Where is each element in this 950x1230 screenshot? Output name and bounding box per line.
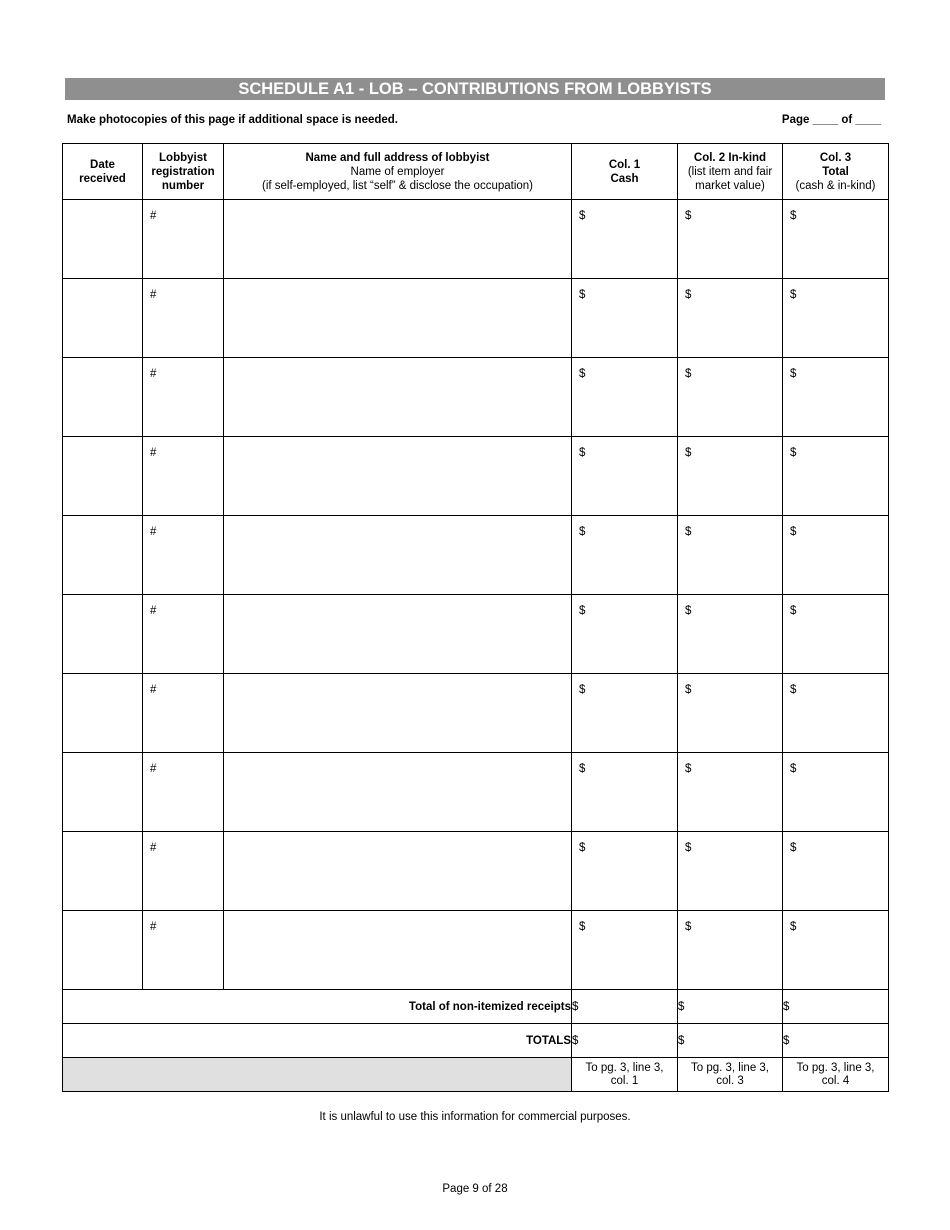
table-row (63, 911, 889, 990)
table-header-row (63, 144, 889, 200)
lobbyist-name-cell[interactable] (224, 358, 572, 437)
total-cell[interactable]: $ (783, 200, 889, 279)
registration-cell[interactable]: # (143, 832, 224, 911)
lobbyist-name-cell[interactable] (224, 516, 572, 595)
table-row (63, 279, 889, 358)
col-header-inkind: Col. 2 In-kind (list item and fair market value) (678, 144, 783, 200)
totals-cash-cell[interactable]: $ (572, 1024, 678, 1058)
total-cell[interactable]: $ (783, 832, 889, 911)
non-itemized-inkind-cell[interactable]: $ (678, 990, 783, 1024)
non-itemized-row (63, 990, 889, 1024)
total-cell[interactable]: $ (783, 358, 889, 437)
total-cell[interactable]: $ (783, 595, 889, 674)
cash-cell[interactable]: $ (572, 358, 678, 437)
cash-cell[interactable]: $ (572, 279, 678, 358)
inkind-cell[interactable]: $ (678, 832, 783, 911)
total-cell[interactable]: $ (783, 279, 889, 358)
cash-cell[interactable]: $ (572, 753, 678, 832)
table-row (63, 437, 889, 516)
inkind-cell[interactable]: $ (678, 516, 783, 595)
date-received-cell[interactable] (63, 279, 143, 358)
table-row (63, 753, 889, 832)
col-header-registration: Lobbyist registration number (143, 144, 224, 200)
date-received-cell[interactable] (63, 753, 143, 832)
lobbyist-name-cell[interactable] (224, 200, 572, 279)
totals-total-cell[interactable]: $ (783, 1024, 889, 1058)
date-received-cell[interactable] (63, 911, 143, 990)
lobbyist-name-cell[interactable] (224, 911, 572, 990)
photocopy-note: Make photocopies of this page if additional space is needed. (67, 114, 399, 126)
date-received-cell[interactable] (63, 437, 143, 516)
total-cell[interactable]: $ (783, 674, 889, 753)
shaded-cell (63, 1058, 572, 1092)
totals-row (63, 1024, 889, 1058)
total-cell[interactable]: $ (783, 753, 889, 832)
total-cell[interactable]: $ (783, 437, 889, 516)
date-received-cell[interactable] (63, 595, 143, 674)
registration-cell[interactable]: # (143, 911, 224, 990)
lobbyist-name-cell[interactable] (224, 753, 572, 832)
date-received-cell[interactable] (63, 832, 143, 911)
total-cell[interactable]: $ (783, 516, 889, 595)
inkind-cell[interactable]: $ (678, 595, 783, 674)
table-row (63, 832, 889, 911)
registration-cell[interactable]: # (143, 437, 224, 516)
destination-col3: To pg. 3, line 3, col. 4 (783, 1058, 889, 1092)
col-header-total: Col. 3 Total (cash & in-kind) (783, 144, 889, 200)
table-row (63, 516, 889, 595)
total-cell[interactable]: $ (783, 911, 889, 990)
lobbyist-name-cell[interactable] (224, 279, 572, 358)
inkind-cell[interactable]: $ (678, 358, 783, 437)
col-header-name: Name and full address of lobbyist Name of employer (if self-employed, list “self” & disclose the occupation) (224, 144, 572, 200)
cash-cell[interactable]: $ (572, 437, 678, 516)
cash-cell[interactable]: $ (572, 911, 678, 990)
date-received-cell[interactable] (63, 674, 143, 753)
date-received-cell[interactable] (63, 358, 143, 437)
date-received-cell[interactable] (63, 200, 143, 279)
registration-cell[interactable]: # (143, 358, 224, 437)
totals-label: TOTALS (63, 1024, 572, 1058)
totals-inkind-cell[interactable]: $ (678, 1024, 783, 1058)
registration-cell[interactable]: # (143, 674, 224, 753)
table-row (63, 200, 889, 279)
cash-cell[interactable]: $ (572, 674, 678, 753)
destination-col2: To pg. 3, line 3, col. 3 (678, 1058, 783, 1092)
table-row (63, 358, 889, 437)
lobbyist-name-cell[interactable] (224, 595, 572, 674)
col-header-date: Date received (63, 144, 143, 200)
commercial-use-warning: It is unlawful to use this information for commercial purposes. (319, 1111, 631, 1123)
table-row (63, 595, 889, 674)
lobbyist-name-cell[interactable] (224, 674, 572, 753)
destination-row (63, 1058, 889, 1092)
non-itemized-cash-cell[interactable]: $ (572, 990, 678, 1024)
inkind-cell[interactable]: $ (678, 674, 783, 753)
registration-cell[interactable]: # (143, 595, 224, 674)
inkind-cell[interactable]: $ (678, 200, 783, 279)
inkind-cell[interactable]: $ (678, 911, 783, 990)
contributions-table (62, 143, 889, 1092)
registration-cell[interactable]: # (143, 200, 224, 279)
schedule-title: SCHEDULE A1 - LOB – CONTRIBUTIONS FROM LOBBYISTS (65, 78, 885, 100)
cash-cell[interactable]: $ (572, 516, 678, 595)
inkind-cell[interactable]: $ (678, 437, 783, 516)
non-itemized-total-cell[interactable]: $ (783, 990, 889, 1024)
page-number: Page 9 of 28 (442, 1183, 508, 1195)
page-of-field[interactable]: Page ____ of ____ (781, 114, 881, 126)
table-row (63, 674, 889, 753)
registration-cell[interactable]: # (143, 516, 224, 595)
cash-cell[interactable]: $ (572, 832, 678, 911)
destination-col1: To pg. 3, line 3, col. 1 (572, 1058, 678, 1092)
lobbyist-name-cell[interactable] (224, 437, 572, 516)
cash-cell[interactable]: $ (572, 595, 678, 674)
col-header-cash: Col. 1 Cash (572, 144, 678, 200)
inkind-cell[interactable]: $ (678, 753, 783, 832)
registration-cell[interactable]: # (143, 279, 224, 358)
cash-cell[interactable]: $ (572, 200, 678, 279)
date-received-cell[interactable] (63, 516, 143, 595)
non-itemized-label: Total of non-itemized receipts (63, 990, 572, 1024)
inkind-cell[interactable]: $ (678, 279, 783, 358)
lobbyist-name-cell[interactable] (224, 832, 572, 911)
registration-cell[interactable]: # (143, 753, 224, 832)
